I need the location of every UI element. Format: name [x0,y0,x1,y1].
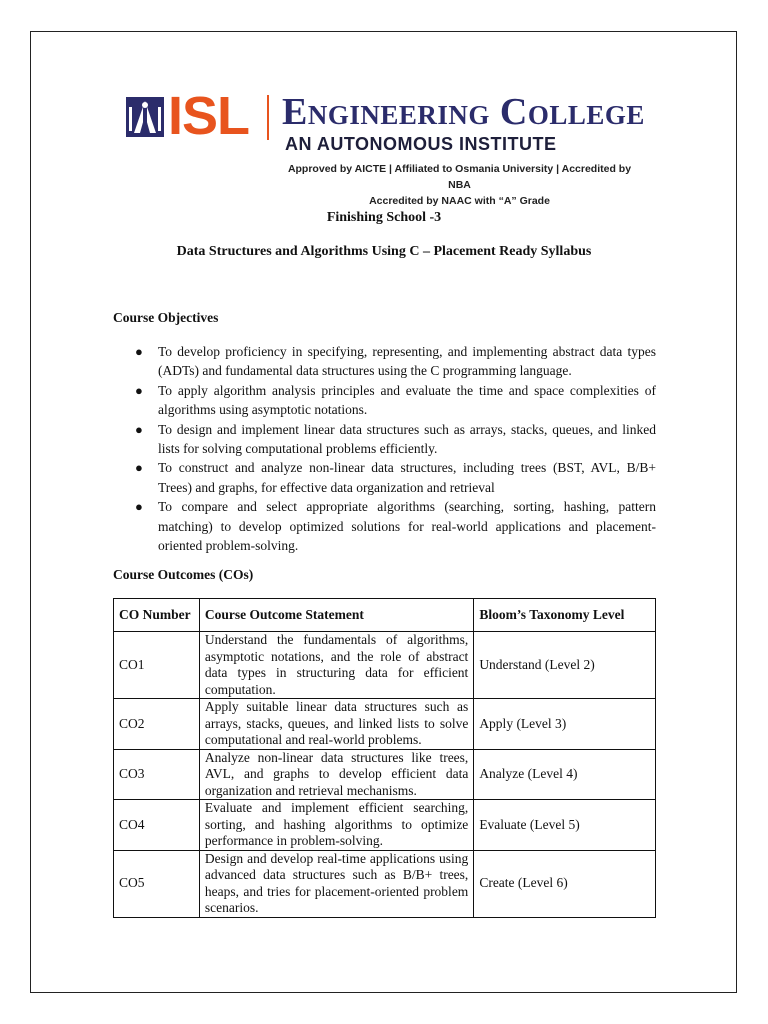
co-level-cell: Apply (Level 3) [474,699,656,750]
approvals-line-2: Accredited by NAAC with “A” Grade [369,195,550,207]
outcomes-heading: Course Outcomes (COs) [113,567,254,582]
objective-item: ● To compare and select appropriate algorithms (searching, sorting, hashing, pattern matching) to develop optimized solutions for real-world applications and placement-oriented problem-solving. [135,499,656,554]
objectives-heading: Course Objectives [113,310,219,325]
institute-subtitle: AN AUTONOMOUS INSTITUTE [285,134,557,154]
co-statement-cell: Design and develop real-time applications using advanced data structures such as B/B+ trees, heaps, and tries for placement-oriented problem scenarios. [199,850,473,917]
objective-item: ● To design and implement linear data structures such as arrays, stacks, queues, and linked lists for solving computational problems efficiently. [135,421,656,457]
table-row [114,800,656,851]
co-level-cell: Understand (Level 2) [474,632,656,699]
bullet-icon: ● [135,421,143,437]
bullet-icon: ● [135,344,143,359]
table-row [114,699,656,750]
logo-text: ISL [168,86,250,146]
co-level-cell: Evaluate (Level 5) [474,800,656,851]
document-title: Finishing School -3 [326,210,442,225]
college-name: Engineering College [282,91,645,133]
objective-item: ● To develop proficiency in specifying, representing, and implementing abstract data types (ADTs) and fundamental data structures using the C programming language. [135,344,656,379]
bullet-icon: ● [135,499,143,515]
co-number-cell: CO5 [114,850,200,917]
column-header-statement: Course Outcome Statement [199,599,473,632]
co-level-cell: Create (Level 6) [474,850,656,917]
column-header-co-number: CO Number [114,599,200,632]
co-level-cell: Analyze (Level 4) [474,749,656,800]
co-statement-cell: Evaluate and implement efficient searching, sorting, and hashing algorithms to optimize performance in problem-solving. [199,800,473,851]
co-number-cell: CO1 [114,632,200,699]
outcomes-table [113,598,656,918]
bullet-icon: ● [135,382,143,398]
bullet-icon: ● [135,460,143,476]
co-number-cell: CO3 [114,749,200,800]
co-statement-cell: Analyze non-linear data structures like trees, AVL, and graphs to develop efficient data organization and retrieval mechanisms. [199,749,473,800]
logo-divider [267,95,269,140]
objectives-list [113,342,656,555]
table-row [114,632,656,699]
objective-item: ● To apply algorithm analysis principles and evaluate the time and space complexities of algorithms using asymptotic notations. [135,382,656,418]
co-number-cell: CO4 [114,800,200,851]
column-header-blooms-level: Bloom’s Taxonomy Level [474,599,656,632]
approvals-block [282,161,637,209]
college-emblem-icon [126,97,164,137]
table-row [114,850,656,917]
co-statement-cell: Apply suitable linear data structures such as arrays, stacks, queues, and linked lists to solve computational and real-world problems. [199,699,473,750]
table-header-row [114,599,656,632]
approvals-line-1: Approved by AICTE | Affiliated to Osmania University | Accredited by NBA [287,163,632,191]
co-number-cell: CO2 [114,699,200,750]
table-row [114,749,656,800]
co-statement-cell: Understand the fundamentals of algorithms, asymptotic notations, and the role of abstract data types in structuring data for efficient computation. [199,632,473,699]
document-subtitle: Data Structures and Algorithms Using C – Placement Ready Syllabus [176,244,592,259]
objective-item: ● To construct and analyze non-linear data structures, including trees (BST, AVL, B/B+ Trees) and graphs, for effective data organization and retrieval [135,460,656,495]
